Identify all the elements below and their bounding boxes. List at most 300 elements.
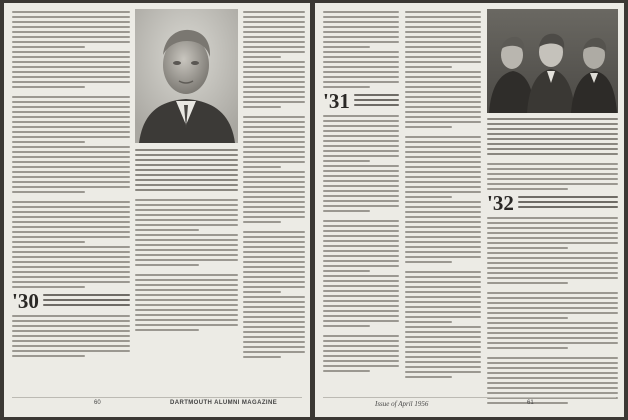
- text-line: [12, 271, 130, 273]
- left-column-3: [243, 11, 305, 361]
- text-line: [487, 138, 618, 140]
- left-page: [4, 3, 310, 417]
- group-photo: [487, 9, 618, 113]
- section-heading-lines: [354, 91, 399, 109]
- text-line: [323, 280, 399, 282]
- right-page-footer: [315, 400, 624, 412]
- issue-date: Issue of April 1956: [375, 400, 429, 408]
- text-line: [405, 16, 481, 18]
- text-line: [487, 143, 618, 145]
- text-line: [12, 251, 130, 253]
- text-line: [487, 337, 618, 339]
- text-line: [487, 362, 618, 364]
- text-line: [487, 272, 618, 274]
- text-line: [487, 317, 568, 319]
- left-column-2: [135, 199, 238, 334]
- text-line: [323, 225, 399, 227]
- text-line: [243, 41, 305, 43]
- text-line: [405, 121, 481, 123]
- text-line: [323, 170, 399, 172]
- text-line: [487, 312, 618, 314]
- text-line: [323, 310, 399, 312]
- text-line: [323, 125, 399, 127]
- text-line: [43, 299, 130, 301]
- text-line: [243, 176, 305, 178]
- text-line: [405, 21, 481, 23]
- text-line: [135, 174, 238, 176]
- text-line: [405, 351, 481, 353]
- right-page: [315, 3, 624, 417]
- footer-rule: [12, 397, 302, 398]
- class-year-numeral: '30: [12, 289, 39, 313]
- text-line: [135, 309, 238, 311]
- text-line: [243, 26, 305, 28]
- text-line: [243, 71, 305, 73]
- text-line: [487, 227, 618, 229]
- text-line: [243, 76, 305, 78]
- text-line: [487, 347, 568, 349]
- text-line: [487, 372, 618, 374]
- text-line: [12, 26, 130, 28]
- text-line: [135, 294, 238, 296]
- text-line: [405, 286, 481, 288]
- text-line: [135, 159, 238, 161]
- text-line: [12, 141, 85, 143]
- text-line: [243, 86, 305, 88]
- text-line: [12, 231, 130, 233]
- section-heading-lines: [518, 193, 618, 211]
- text-line: [243, 126, 305, 128]
- text-line: [12, 96, 130, 98]
- text-line: [405, 236, 481, 238]
- text-line: [12, 116, 130, 118]
- text-line: [12, 191, 85, 193]
- text-line: [323, 155, 399, 157]
- text-line: [323, 335, 399, 337]
- text-line: [323, 230, 399, 232]
- text-line: [323, 21, 399, 23]
- text-line: [12, 106, 130, 108]
- text-line: [487, 173, 618, 175]
- text-line: [12, 161, 130, 163]
- text-line: [12, 101, 130, 103]
- text-line: [12, 16, 130, 18]
- text-line: [12, 86, 85, 88]
- text-line: [323, 345, 399, 347]
- text-line: [12, 211, 130, 213]
- text-line: [12, 236, 130, 238]
- text-line: [12, 276, 130, 278]
- text-line: [243, 326, 305, 328]
- text-line: [405, 196, 452, 198]
- text-line: [487, 367, 618, 369]
- text-line: [323, 185, 399, 187]
- right-column-2: [405, 11, 481, 381]
- text-line: [487, 262, 618, 264]
- text-line: [323, 270, 370, 272]
- text-line: [487, 168, 618, 170]
- text-line: [323, 16, 399, 18]
- text-line: [323, 295, 399, 297]
- text-line: [405, 291, 481, 293]
- footer-rule: [323, 397, 616, 398]
- text-line: [487, 277, 618, 279]
- text-line: [135, 324, 238, 326]
- text-line: [243, 216, 305, 218]
- text-line: [487, 392, 618, 394]
- text-line: [12, 320, 130, 322]
- text-line: [135, 259, 238, 261]
- text-line: [243, 336, 305, 338]
- text-line: [487, 382, 618, 384]
- text-line: [405, 36, 481, 38]
- text-line: [487, 282, 568, 284]
- text-line: [323, 245, 399, 247]
- text-line: [243, 116, 305, 118]
- text-line: [405, 211, 481, 213]
- text-line: [243, 31, 305, 33]
- text-line: [323, 235, 399, 237]
- text-line: [405, 171, 481, 173]
- text-line: [323, 205, 399, 207]
- text-line: [405, 66, 452, 68]
- text-line: [243, 251, 305, 253]
- text-line: [405, 126, 452, 128]
- text-line: [323, 220, 399, 222]
- text-line: [135, 319, 238, 321]
- text-line: [405, 181, 481, 183]
- text-line: [135, 229, 199, 231]
- class-year-numeral: '31: [323, 89, 350, 113]
- text-line: [405, 336, 481, 338]
- text-line: [135, 199, 238, 201]
- text-line: [323, 175, 399, 177]
- text-line: [12, 71, 130, 73]
- text-line: [12, 36, 130, 38]
- text-line: [243, 296, 305, 298]
- group-caption: [487, 118, 618, 158]
- text-line: [323, 26, 399, 28]
- text-line: [243, 331, 305, 333]
- text-line: [243, 91, 305, 93]
- text-line: [323, 315, 399, 317]
- text-line: [487, 222, 618, 224]
- text-line: [135, 214, 238, 216]
- text-line: [405, 356, 481, 358]
- text-line: [243, 181, 305, 183]
- text-line: [243, 36, 305, 38]
- text-line: [243, 201, 305, 203]
- text-line: [405, 106, 481, 108]
- text-line: [405, 306, 481, 308]
- text-line: [12, 171, 130, 173]
- text-line: [243, 346, 305, 348]
- text-line: [243, 81, 305, 83]
- text-line: [323, 275, 399, 277]
- text-line: [243, 321, 305, 323]
- text-line: [12, 11, 130, 13]
- text-line: [487, 387, 618, 389]
- text-line: [323, 360, 399, 362]
- text-line: [487, 178, 618, 180]
- text-line: [323, 36, 399, 38]
- text-line: [487, 302, 618, 304]
- text-line: [12, 176, 130, 178]
- text-line: [12, 246, 130, 248]
- text-line: [405, 61, 481, 63]
- text-line: [243, 156, 305, 158]
- text-line: [405, 231, 481, 233]
- text-line: [487, 297, 618, 299]
- text-line: [243, 196, 305, 198]
- text-line: [243, 141, 305, 143]
- text-line: [12, 166, 130, 168]
- text-line: [135, 204, 238, 206]
- text-line: [405, 91, 481, 93]
- text-line: [135, 209, 238, 211]
- text-line: [405, 86, 481, 88]
- text-line: [323, 81, 399, 83]
- text-line: [487, 217, 618, 219]
- text-line: [405, 316, 481, 318]
- text-line: [243, 96, 305, 98]
- text-line: [323, 340, 399, 342]
- text-line: [243, 301, 305, 303]
- text-line: [243, 66, 305, 68]
- text-line: [243, 161, 305, 163]
- text-line: [12, 56, 130, 58]
- text-line: [405, 101, 481, 103]
- right-column-1: [323, 11, 399, 375]
- text-line: [323, 61, 399, 63]
- text-line: [405, 26, 481, 28]
- text-line: [243, 121, 305, 123]
- text-line: [405, 81, 481, 83]
- text-line: [243, 146, 305, 148]
- text-line: [405, 371, 481, 373]
- text-line: [243, 11, 305, 13]
- text-line: [405, 31, 481, 33]
- text-line: [135, 164, 238, 166]
- text-line: [323, 195, 399, 197]
- text-line: [405, 191, 481, 193]
- text-line: [323, 41, 399, 43]
- text-line: [323, 370, 370, 372]
- text-line: [12, 111, 130, 113]
- text-line: [323, 160, 370, 162]
- text-line: [323, 250, 399, 252]
- text-line: [405, 56, 481, 58]
- text-line: [12, 261, 130, 263]
- text-line: [135, 244, 238, 246]
- text-line: [405, 271, 481, 273]
- text-line: [405, 256, 481, 258]
- text-line: [243, 106, 281, 108]
- text-line: [405, 151, 481, 153]
- text-line: [12, 121, 130, 123]
- text-line: [405, 366, 481, 368]
- text-line: [323, 255, 399, 257]
- text-line: [135, 264, 199, 266]
- text-line: [135, 254, 238, 256]
- text-line: [518, 206, 618, 208]
- text-line: [487, 188, 568, 190]
- text-line: [487, 292, 618, 294]
- text-line: [135, 284, 238, 286]
- text-line: [323, 200, 399, 202]
- text-line: [323, 365, 399, 367]
- text-line: [12, 221, 130, 223]
- text-line: [405, 116, 481, 118]
- text-line: [12, 325, 130, 327]
- text-line: [487, 118, 618, 120]
- text-line: [135, 169, 238, 171]
- text-line: [323, 350, 399, 352]
- text-line: [405, 241, 481, 243]
- text-line: [405, 156, 481, 158]
- text-line: [405, 296, 481, 298]
- text-line: [405, 361, 481, 363]
- text-line: [405, 201, 481, 203]
- text-line: [487, 237, 618, 239]
- text-line: [405, 216, 481, 218]
- text-line: [243, 56, 281, 58]
- text-line: [12, 201, 130, 203]
- text-line: [243, 136, 305, 138]
- text-line: [487, 247, 568, 249]
- text-line: [405, 11, 481, 13]
- text-line: [243, 236, 305, 238]
- text-line: [12, 136, 130, 138]
- text-line: [405, 221, 481, 223]
- text-line: [405, 276, 481, 278]
- text-line: [323, 285, 399, 287]
- text-line: [12, 31, 130, 33]
- text-line: [405, 136, 481, 138]
- text-line: [487, 342, 618, 344]
- text-line: [12, 330, 130, 332]
- text-line: [487, 183, 618, 185]
- text-line: [487, 332, 618, 334]
- text-line: [405, 51, 481, 53]
- text-line: [243, 51, 305, 53]
- text-line: [12, 216, 130, 218]
- text-line: [12, 340, 130, 342]
- text-line: [487, 232, 618, 234]
- text-line: [405, 161, 481, 163]
- text-line: [405, 111, 481, 113]
- text-line: [405, 71, 481, 73]
- text-line: [405, 141, 481, 143]
- text-line: [12, 186, 130, 188]
- text-line: [243, 356, 281, 358]
- text-line: [405, 146, 481, 148]
- text-line: [323, 56, 399, 58]
- text-line: [12, 241, 85, 243]
- text-line: [405, 206, 481, 208]
- text-line: [135, 274, 238, 276]
- text-line: [405, 331, 481, 333]
- text-line: [243, 281, 305, 283]
- text-line: [487, 322, 618, 324]
- text-line: [243, 101, 305, 103]
- text-line: [12, 266, 130, 268]
- text-line: [243, 291, 281, 293]
- text-line: [405, 261, 452, 263]
- text-line: [405, 186, 481, 188]
- text-line: [135, 179, 238, 181]
- text-line: [12, 181, 130, 183]
- text-line: [243, 306, 305, 308]
- text-line: [12, 76, 130, 78]
- text-line: [135, 224, 238, 226]
- portrait-photo: [135, 9, 238, 143]
- text-line: [243, 151, 305, 153]
- text-line: [405, 301, 481, 303]
- text-line: [243, 171, 305, 173]
- text-line: [12, 350, 130, 352]
- text-line: [243, 16, 305, 18]
- text-line: [405, 341, 481, 343]
- text-line: [243, 316, 305, 318]
- text-line: [323, 355, 399, 357]
- text-line: [12, 151, 130, 153]
- text-line: [135, 329, 199, 331]
- text-line: [323, 180, 399, 182]
- text-line: [323, 76, 399, 78]
- text-line: [12, 355, 85, 357]
- text-line: [405, 281, 481, 283]
- text-line: [405, 346, 481, 348]
- portrait-caption: [135, 149, 238, 194]
- text-line: [135, 219, 238, 221]
- text-line: [487, 123, 618, 125]
- text-line: [12, 21, 130, 23]
- text-line: [243, 231, 305, 233]
- text-line: [243, 191, 305, 193]
- text-line: [243, 131, 305, 133]
- text-line: [12, 131, 130, 133]
- text-line: [135, 314, 238, 316]
- text-line: [323, 325, 370, 327]
- text-line: [12, 81, 130, 83]
- class-31-section-header: [323, 91, 399, 111]
- text-line: [354, 104, 399, 106]
- page-number: 60: [94, 400, 101, 406]
- text-line: [323, 190, 399, 192]
- text-line: [354, 94, 399, 96]
- text-line: [243, 286, 305, 288]
- text-line: [405, 41, 481, 43]
- left-page-footer: [4, 400, 310, 412]
- text-line: [323, 305, 399, 307]
- text-line: [405, 376, 452, 378]
- text-line: [487, 148, 618, 150]
- text-line: [12, 345, 130, 347]
- text-line: [135, 154, 238, 156]
- class-32-section-header: [487, 193, 618, 213]
- text-line: [243, 46, 305, 48]
- text-line: [487, 252, 618, 254]
- text-line: [487, 133, 618, 135]
- text-line: [12, 41, 130, 43]
- text-line: [405, 326, 481, 328]
- text-line: [243, 21, 305, 23]
- text-line: [487, 267, 618, 269]
- text-line: [323, 150, 399, 152]
- text-line: [12, 126, 130, 128]
- text-line: [323, 46, 370, 48]
